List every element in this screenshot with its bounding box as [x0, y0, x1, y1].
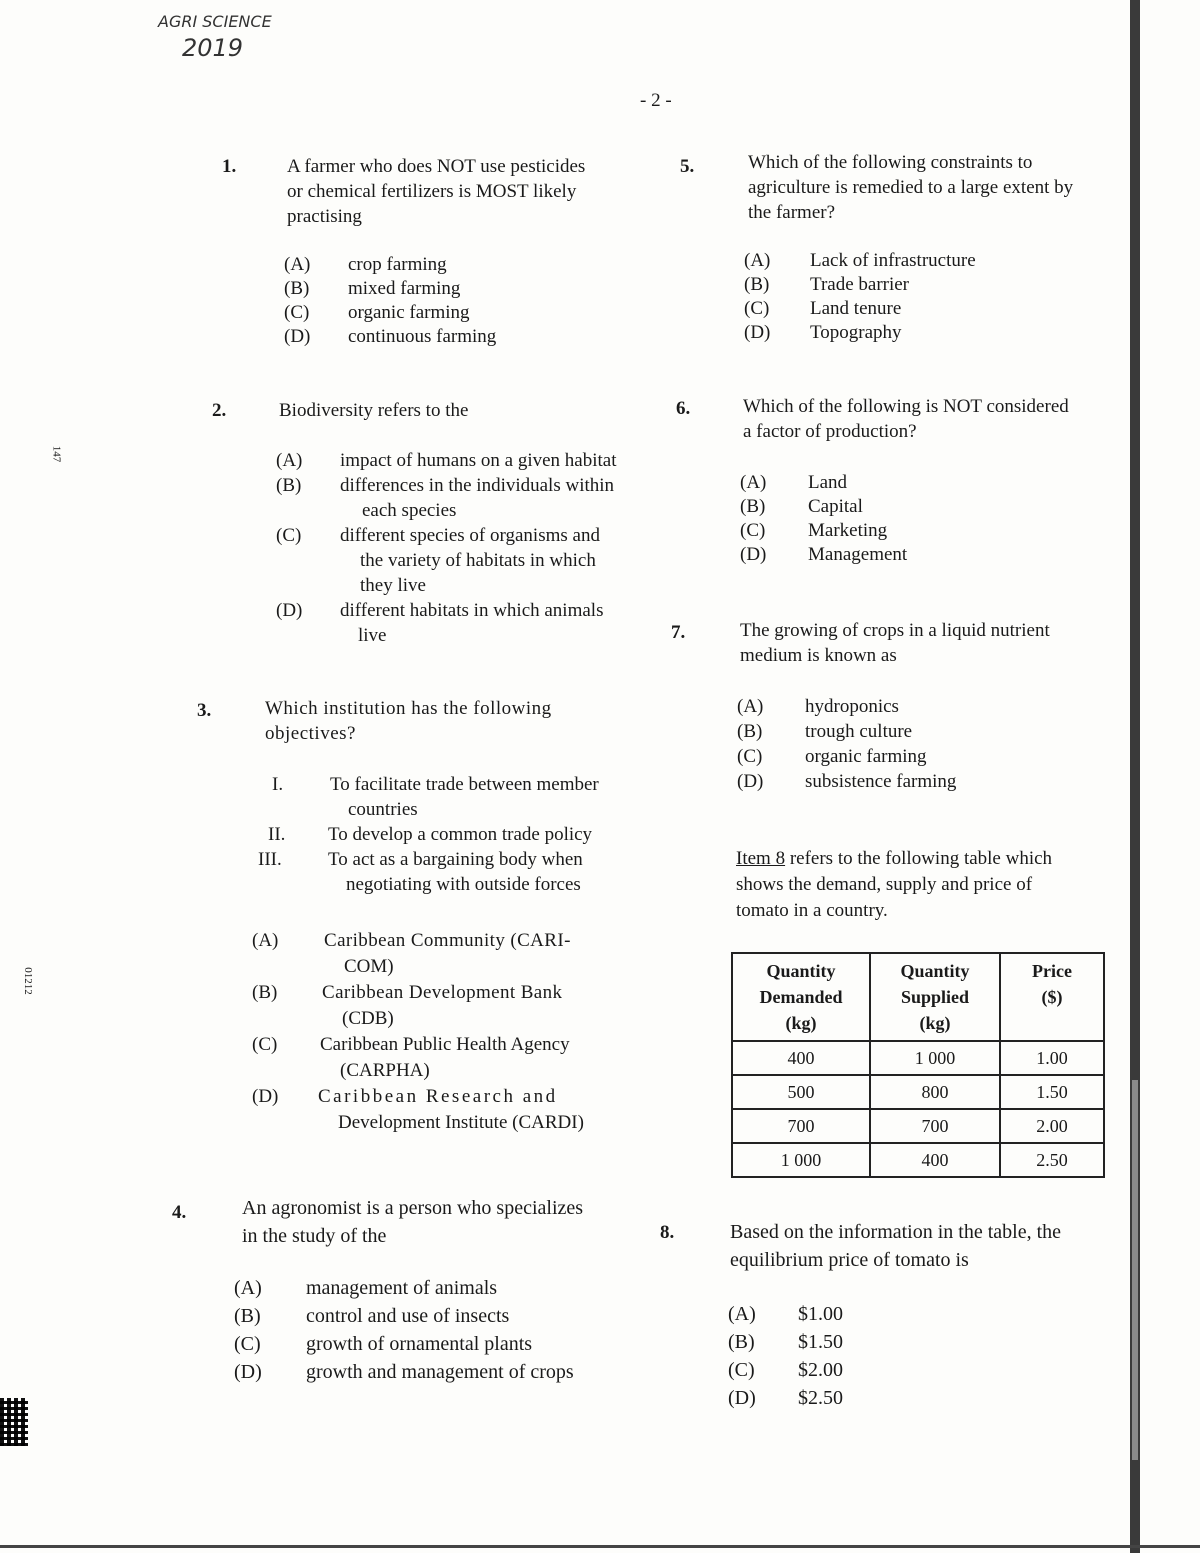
- option[interactable]: (A) $1.00: [728, 1303, 843, 1325]
- question-2-options: (A) impact of humans on a given habitat (B) differences in the individuals within each species (C) different species of organisms and the variety of habitats in which they live (D) different habitats in which animals live: [276, 448, 646, 648]
- option[interactable]: (B) Capital: [740, 496, 863, 517]
- option[interactable]: (D) $2.50: [728, 1387, 843, 1409]
- question-4-stem: An agronomist is a person who specializes in the study of the: [242, 1197, 584, 1247]
- question-number: 1.: [222, 156, 237, 177]
- question-3-options: (A) Caribbean Community (CARI- COM) (B) Caribbean Development Bank (CDB) (C) Caribbean Public Health Agency (CARPHA) (D) Caribbean Research and Development Institute (CARDI): [252, 928, 642, 1136]
- option[interactable]: (C) $2.00: [728, 1359, 843, 1381]
- question-number: 4.: [172, 1202, 187, 1223]
- table-row: 1 000 400 2.50: [732, 1143, 1104, 1177]
- question-number: 8.: [660, 1222, 675, 1243]
- option[interactable]: (B) trough culture: [737, 721, 913, 742]
- question-7-stem: The growing of crops in a liquid nutrient medium is known as: [740, 620, 1050, 666]
- question-number: 5.: [680, 156, 695, 177]
- option[interactable]: (B) Trade barrier: [744, 274, 910, 295]
- option[interactable]: (C) organic farming: [737, 746, 927, 767]
- handwritten-year: 2019: [182, 34, 244, 62]
- option[interactable]: (D) subsistence farming: [737, 771, 957, 792]
- option[interactable]: (C) Land tenure: [744, 298, 902, 319]
- handwritten-subject: AGRI SCIENCE: [158, 12, 272, 31]
- option[interactable]: (C) Caribbean Public Health Agency: [252, 1034, 570, 1055]
- option[interactable]: (B) differences in the individuals within: [276, 475, 615, 496]
- question-1-options: [284, 252, 584, 352]
- option[interactable]: (B) Caribbean Development Bank: [252, 982, 563, 1003]
- option[interactable]: (C) organic farming: [284, 302, 470, 323]
- option[interactable]: (B) mixed farming: [284, 278, 461, 299]
- margin-code-bottom: 01212: [21, 967, 34, 995]
- option[interactable]: (D) Topography: [744, 322, 902, 343]
- option[interactable]: (A) Land: [740, 472, 848, 493]
- question-number: 2.: [212, 400, 227, 421]
- item-8-ref: Item 8: [736, 848, 786, 869]
- question-5-options: [744, 248, 1044, 344]
- question-4-options: [234, 1276, 634, 1388]
- option[interactable]: (B) control and use of insects: [234, 1305, 510, 1327]
- option[interactable]: (C) growth of ornamental plants: [234, 1333, 533, 1355]
- scan-edge-bar-inner: [1132, 1080, 1138, 1460]
- question-6-options: [740, 470, 1040, 566]
- option[interactable]: (D) growth and management of crops: [234, 1361, 574, 1383]
- option[interactable]: (C) Marketing: [740, 520, 888, 541]
- option[interactable]: (A) crop farming: [284, 254, 447, 275]
- option[interactable]: (A) Caribbean Community (CARI-: [252, 930, 571, 951]
- margin-code-top: 147: [50, 445, 63, 463]
- question-3-stem: Which institution has the following objectives?: [265, 698, 552, 744]
- option[interactable]: (D) different habitats in which animals: [276, 600, 604, 621]
- question-7-options: [737, 694, 1037, 794]
- barcode-image: [0, 1398, 28, 1446]
- question-8-options: [728, 1302, 928, 1414]
- scan-bottom-line: [0, 1545, 1200, 1548]
- question-number: 6.: [676, 398, 691, 419]
- question-1-stem: A farmer who does NOT use pesticides or chemical fertilizers is MOST likely practising: [287, 156, 586, 227]
- table-header: Price ($): [1000, 953, 1104, 1041]
- question-number: 7.: [671, 622, 686, 643]
- question-6-stem: Which of the following is NOT considered a factor of production?: [743, 396, 1069, 442]
- demand-supply-table: [731, 952, 1105, 1178]
- table-row: 400 1 000 1.00: [732, 1041, 1104, 1075]
- question-8-stem: Based on the information in the table, the equilibrium price of tomato is: [730, 1221, 1062, 1271]
- table-row: 700 700 2.00: [732, 1109, 1104, 1143]
- option[interactable]: (B) $1.50: [728, 1331, 843, 1353]
- option[interactable]: (D) continuous farming: [284, 326, 497, 347]
- table-header: Quantity Demanded (kg): [732, 953, 870, 1041]
- question-number: 3.: [197, 700, 212, 721]
- page-number: - 2 -: [640, 90, 672, 111]
- option[interactable]: (A) Lack of infrastructure: [744, 250, 976, 271]
- question-5-stem: Which of the following constraints to agriculture is remedied to a large extent by the farmer?: [748, 152, 1074, 223]
- option[interactable]: (A) management of animals: [234, 1277, 498, 1299]
- item-8-intro: Item 8 refers to the following table which shows the demand, supply and price of tomato in a country.: [736, 848, 1053, 921]
- option[interactable]: (D) Management: [740, 544, 908, 565]
- option[interactable]: (D) Caribbean Research and: [252, 1086, 558, 1107]
- option[interactable]: (A) impact of humans on a given habitat: [276, 450, 617, 471]
- option[interactable]: (C) different species of organisms and: [276, 525, 600, 546]
- question-3-objectives: I. To facilitate trade between member countries II. To develop a common trade policy III. To act as a bargaining body when negotiating with outside forces: [258, 774, 599, 895]
- question-2-stem: Biodiversity refers to the: [279, 400, 469, 421]
- option[interactable]: (A) hydroponics: [737, 696, 899, 717]
- table-header: Quantity Supplied (kg): [870, 953, 1000, 1041]
- table-row: 500 800 1.50: [732, 1075, 1104, 1109]
